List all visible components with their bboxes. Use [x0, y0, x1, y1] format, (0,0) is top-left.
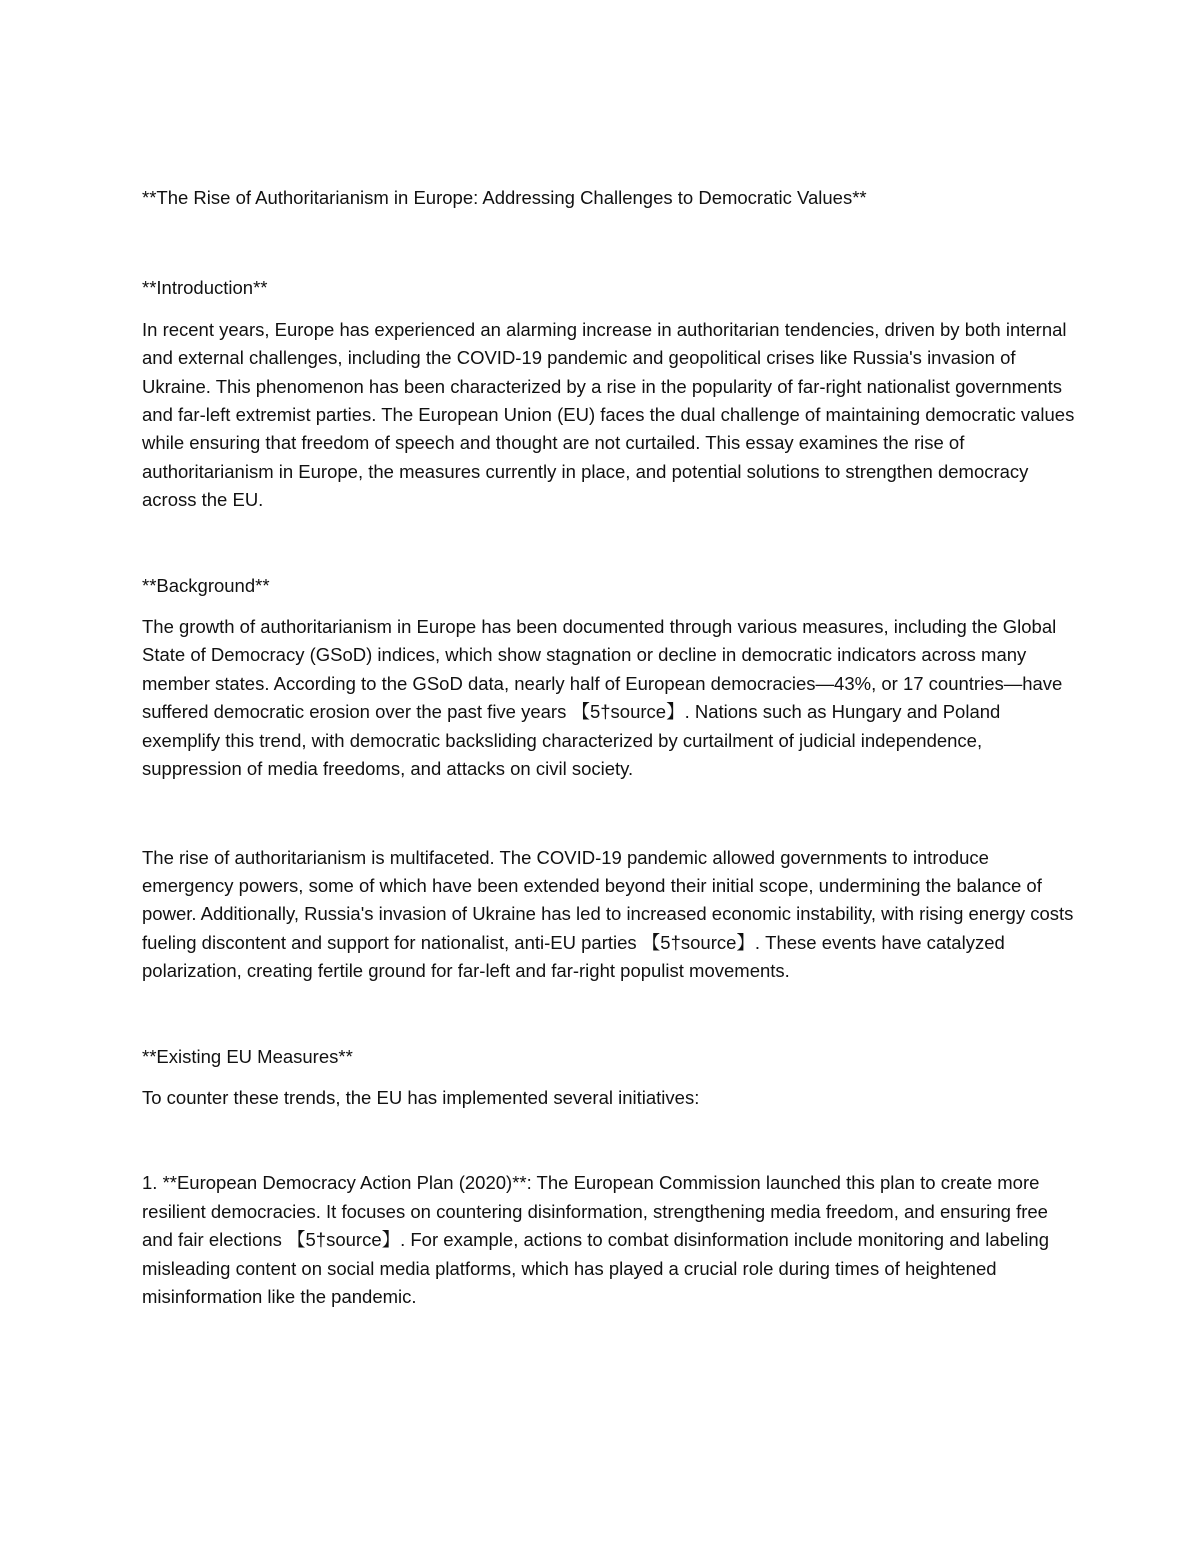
document-title: **The Rise of Authoritarianism in Europe: Addressing Challenges to Democratic Values** [142, 187, 867, 208]
introduction-paragraph: In recent years, Europe has experienced an alarming increase in authoritarian tendencies, driven by both internal and external challenges, including the COVID-19 pandemic and geopolitical crises like Russia's invasion of Ukraine. This phenomenon has been characterized by a rise in the popularity of far-right nationalist governments and far-left extremist parties. The European Union (EU) faces the dual challenge of maintaining democratic values while ensuring that freedom of speech and thought are not curtailed. This essay examines the rise of authoritarianism in Europe, the measures currently in place, and potential solutions to strengthen democracy across the EU. [142, 318, 1075, 511]
document-body [142, 184, 1082, 1311]
background-heading: **Background** [142, 574, 270, 596]
introduction-heading: **Introduction** [142, 277, 268, 299]
existing-measures-intro: To counter these trends, the EU has implemented several initiatives: [142, 1086, 700, 1108]
background-paragraph-1: The growth of authoritarianism in Europe has been documented through various measures, including the Global State of Democracy (GSoD) indices, which show stagnation or decline in democratic indicators across many member states. According to the GSoD data, nearly half of European democracies—43%, or 17 countries—have suffered democratic erosion over the past five years 【5†source】. Nations such as Hungary and Poland exemplify this trend, with democratic backsliding characterized by curtailment of judicial independence, suppression of media freedoms, and attacks on civil society. [142, 616, 1063, 780]
existing-measures-item-1: 1. **European Democracy Action Plan (2020)**: The European Commission launched this plan to create more resilient democracies. It focuses on countering disinformation, strengthening media freedom, and ensuring free and fair elections 【5†source】. For example, actions to combat disinformation include monitoring and labeling misleading content on social media platforms, which has played a crucial role during times of heightened misinformation like the pandemic. [142, 1172, 1049, 1307]
existing-measures-heading: **Existing EU Measures** [142, 1045, 353, 1067]
background-paragraph-2: The rise of authoritarianism is multifaceted. The COVID-19 pandemic allowed governments to introduce emergency powers, some of which have been extended beyond their initial scope, undermining the balance of power. Additionally, Russia's invasion of Ukraine has led to increased economic instability, with rising energy costs fueling discontent and support for nationalist, anti-EU parties 【5†source】. These events have catalyzed polarization, creating fertile ground for far-left and far-right populist movements. [142, 846, 1074, 982]
